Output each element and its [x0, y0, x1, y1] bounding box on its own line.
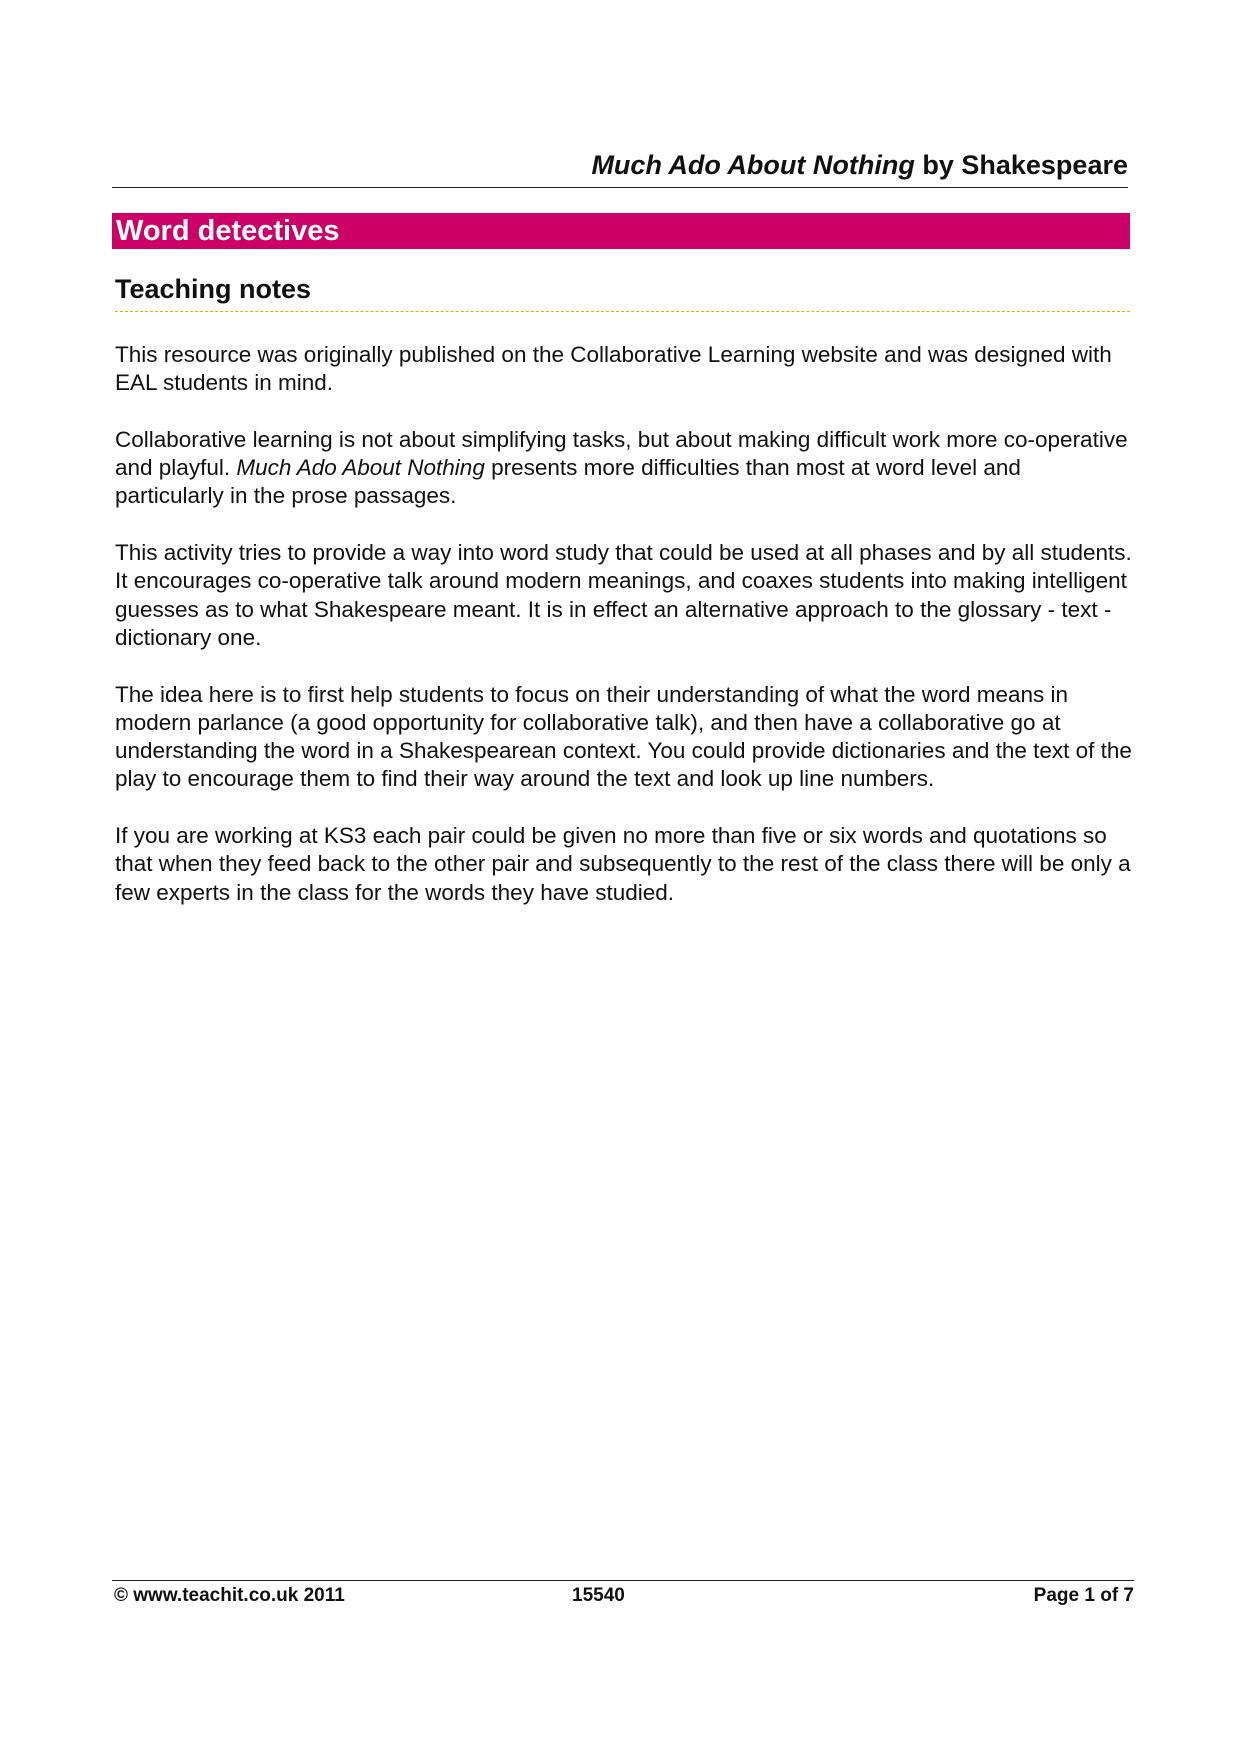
paragraph-2-start: Collaborative learning is not about simplifying tasks, but about making difficult work more co-operative and playful.: [115, 426, 1128, 481]
page-title-band: Word detectives: [112, 213, 1130, 249]
footer-doc-id: 15540: [572, 1585, 625, 1606]
document-header: [112, 150, 1128, 188]
footer-page-number: Page 1 of 7: [1033, 1585, 1134, 1606]
paragraph-2-play-title: Much Ado About Nothing: [236, 455, 485, 481]
body-text: [115, 341, 1135, 935]
header-play-title: Much Ado About Nothing: [591, 150, 915, 180]
footer-copyright: © www.teachit.co.uk 2011: [114, 1585, 345, 1606]
header-author: by Shakespeare: [914, 150, 1128, 180]
paragraph-4: The idea here is to first help students to focus on their understanding of what the word means in modern parlance (a good opportunity for collaborative talk), and then have a collaborative go at understanding the word in a Shakespearean context. You could provide dictionaries and the text of the play to encourage them to find their way around the text and look up line numbers.: [115, 681, 1132, 792]
paragraph-5: If you are working at KS3 each pair could be given no more than five or six words and quotations so that when they feed back to the other pair and subsequently to the rest of the class there will be only a few experts in the class for the words they have studied.: [115, 823, 1131, 905]
paragraph-2: [115, 426, 1135, 511]
paragraph-1: This resource was originally published on the Collaborative Learning website and was designed with EAL students in mind.: [115, 342, 1112, 396]
document-footer: [112, 1580, 1134, 1610]
section-heading: Teaching notes: [115, 274, 1130, 312]
paragraph-2-end: presents more difficulties than most at word level and particularly in the prose passages.: [115, 455, 1021, 509]
paragraph-3: This activity tries to provide a way into word study that could be used at all phases and by all students. It encourages co-operative talk around modern meanings, and coaxes students into making intelligent guesses as to what Shakespeare meant. It is in effect an alternative approach to the glossary - text - dictionary one.: [115, 540, 1132, 650]
